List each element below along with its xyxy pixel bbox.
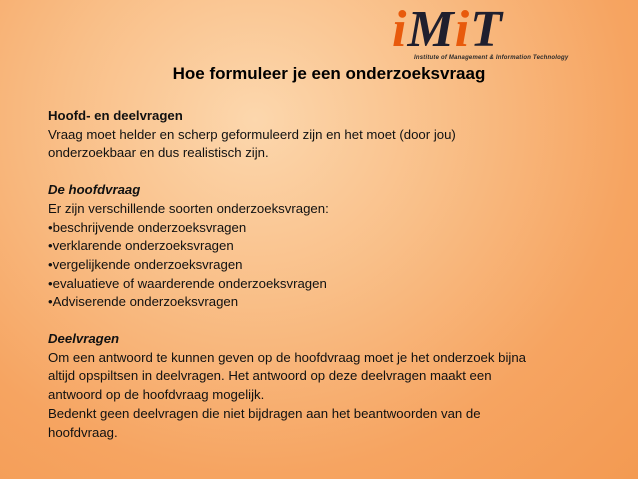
bullet-item: •verklarende onderzoeksvragen xyxy=(48,238,234,254)
body-line: altijd opspiltsen in deelvragen. Het antwoord op deze deelvragen maakt een xyxy=(48,368,492,384)
body-line: Vraag moet helder en scherp geformuleerd zijn en het moet (door jou) xyxy=(48,126,456,142)
imit-logo xyxy=(392,1,612,64)
body-line: Om een antwoord te kunnen geven op de hoofdvraag moet je het onderzoek bijna xyxy=(48,349,527,365)
body-line: onderzoekbaar en dus realistisch zijn. xyxy=(48,145,269,161)
slide-content xyxy=(48,107,608,442)
section-heading-hoofdvraag: De hoofdvraag xyxy=(48,182,141,198)
bullet-item: •vergelijkende onderzoeksvragen xyxy=(48,256,243,272)
logo-letter-1: i xyxy=(392,1,408,58)
body-line: antwoord op de hoofdvraag mogelijk. xyxy=(48,387,265,403)
body-line: Bedenkt geen deelvragen die niet bijdragen aan het beantwoorden van de xyxy=(48,405,481,421)
logo-letter-2: M xyxy=(407,1,455,58)
logo-letter-4: T xyxy=(470,1,503,58)
logo-subtitle: Institute of Management & Information Technology xyxy=(414,55,569,61)
bullet-item: •beschrijvende onderzoeksvragen xyxy=(48,219,247,235)
body-line: Er zijn verschillende soorten onderzoeksvragen: xyxy=(48,200,329,216)
bullet-item: •Adviserende onderzoeksvragen xyxy=(48,294,239,310)
section-heading-hoofd-en-deelvragen: Hoofd- en deelvragen xyxy=(48,108,183,123)
body-line: hoofdvraag. xyxy=(48,424,118,440)
spacer xyxy=(48,163,608,181)
logo-wordmark xyxy=(392,1,503,58)
bullet-item: •evaluatieve of waarderende onderzoeksvragen xyxy=(48,275,327,291)
spacer xyxy=(48,312,608,330)
slide-title: Hoe formuleer je een onderzoeksvraag xyxy=(172,64,486,83)
section-heading-deelvragen: Deelvragen xyxy=(48,331,120,347)
logo-letter-3: i xyxy=(454,1,471,58)
